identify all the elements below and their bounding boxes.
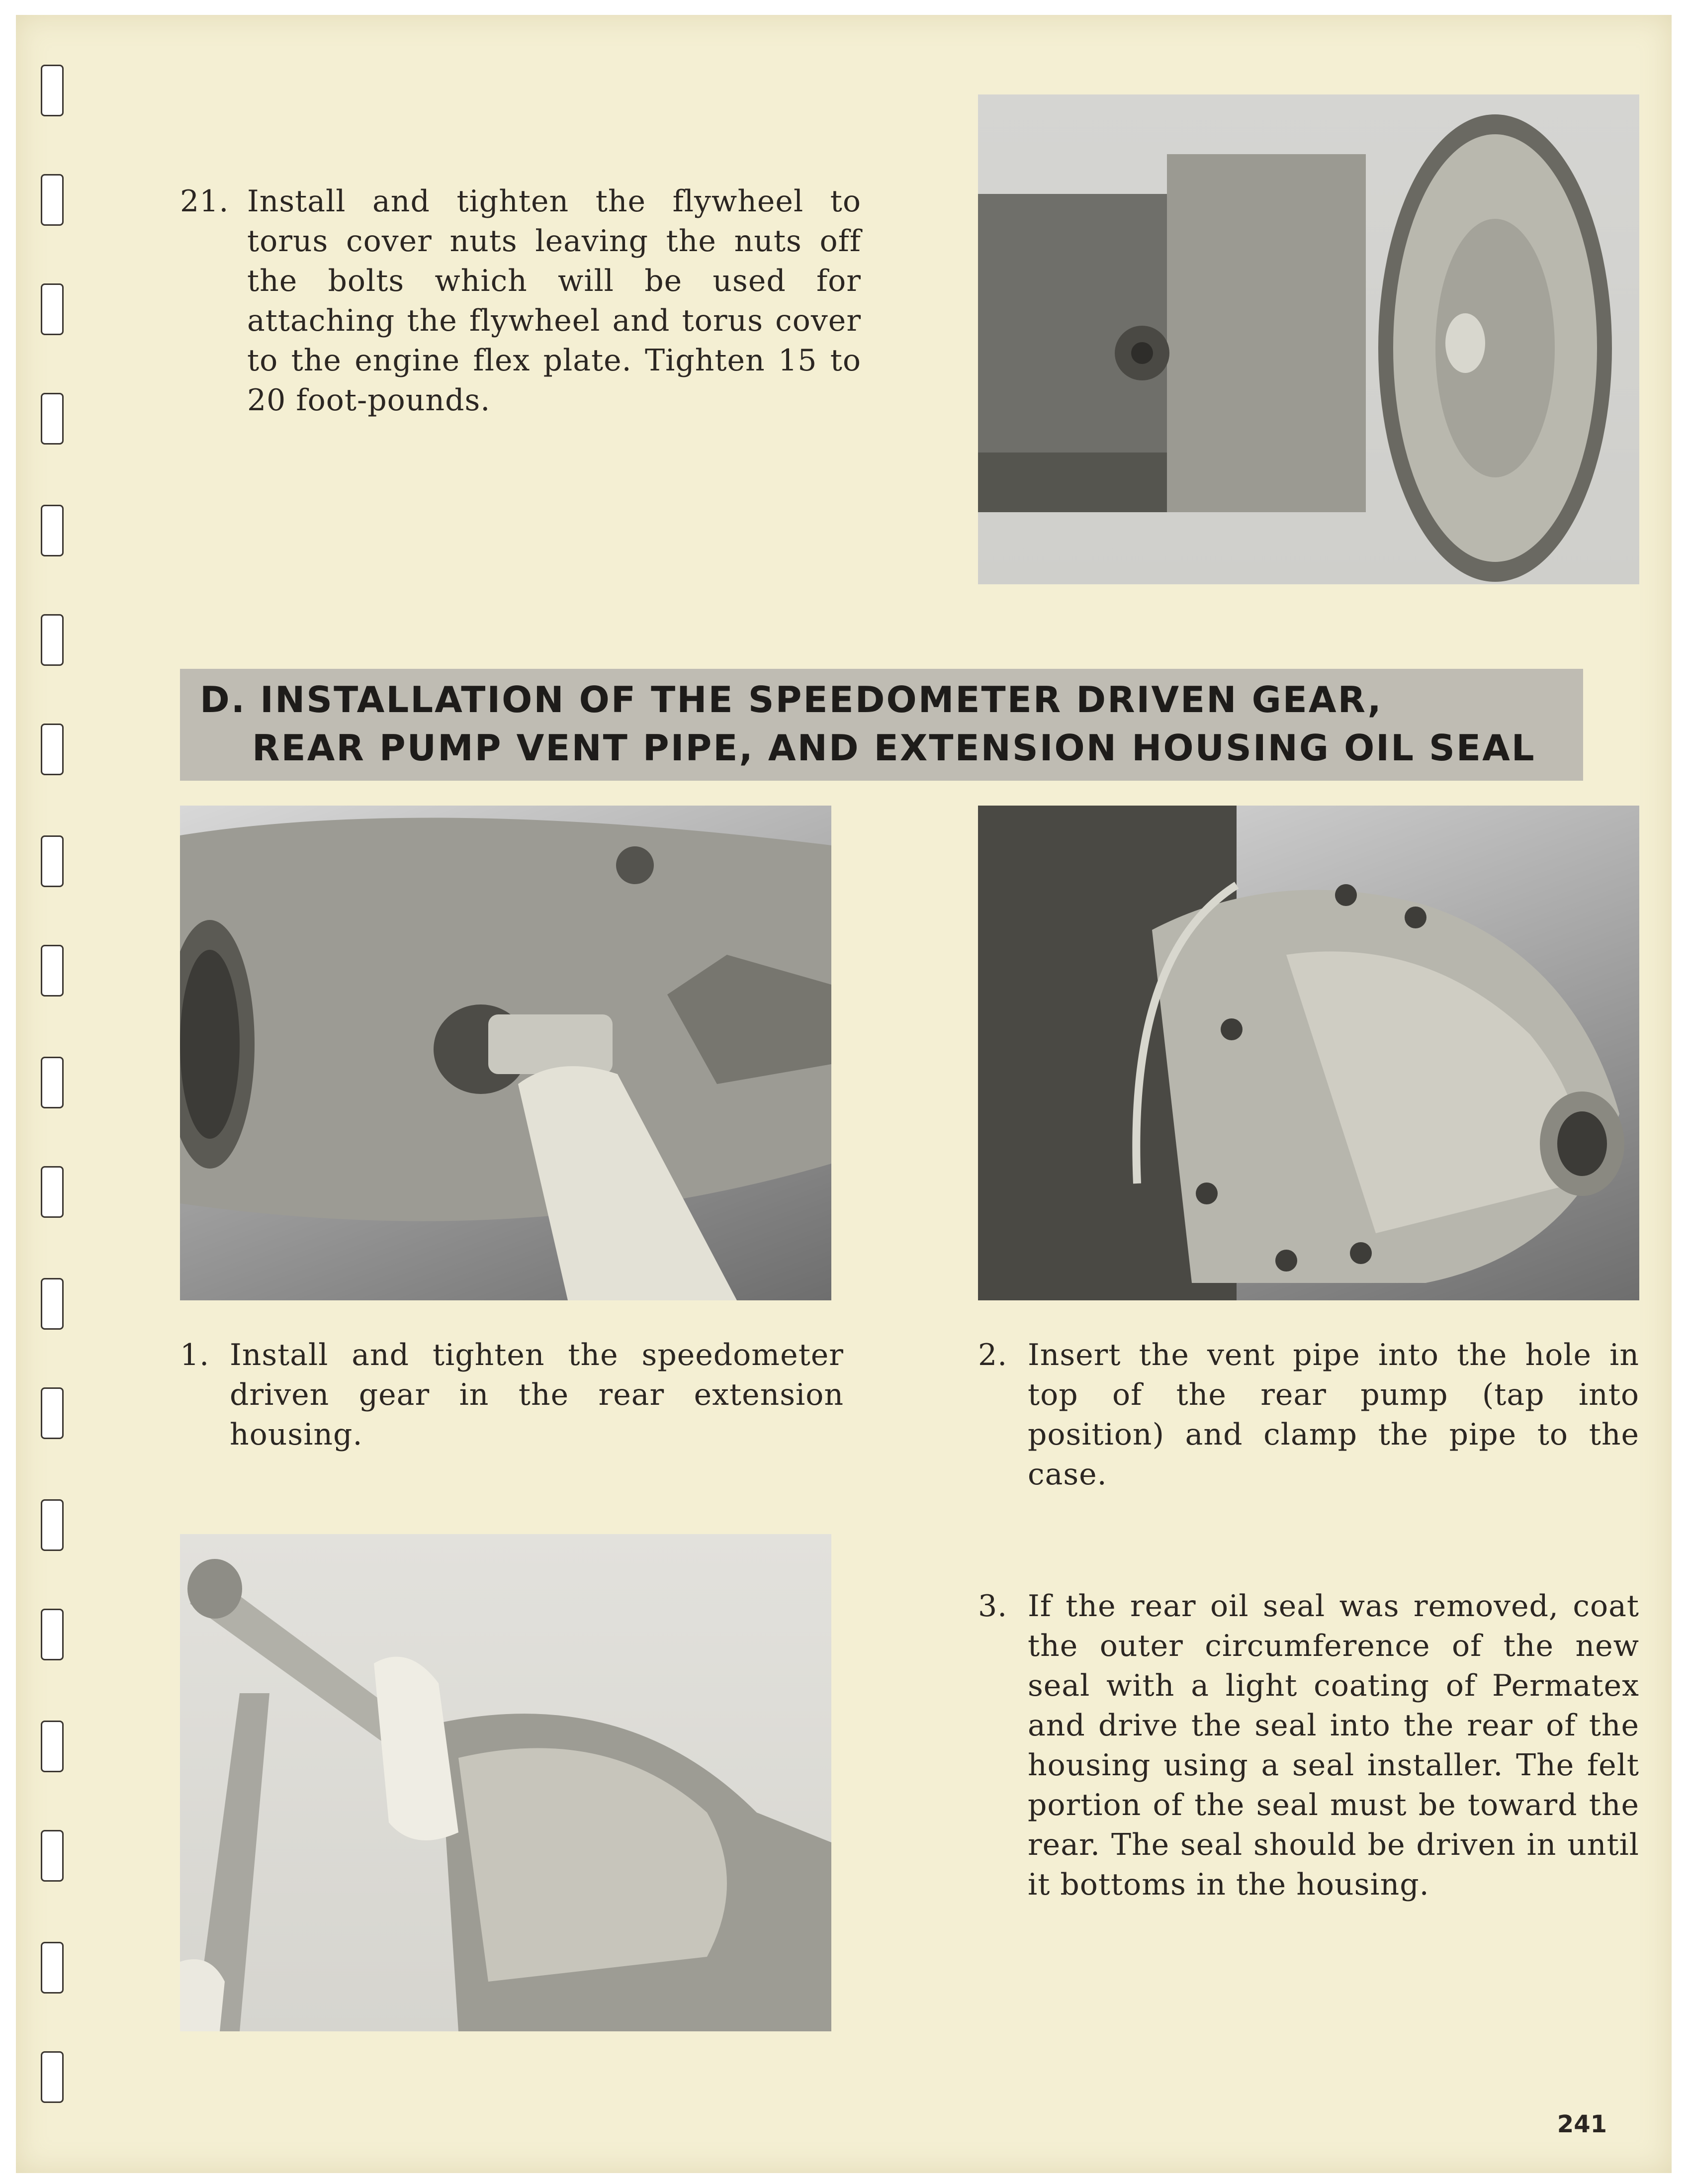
binding-hole — [41, 835, 64, 887]
step-2-text: Insert the vent pipe into the hole in top of the rear pump (tap into position) and clamp the pipe to the case. — [1028, 1338, 1639, 1492]
binding-hole — [41, 1278, 64, 1330]
step-1-text: Install and tighten the speedometer driven gear in the rear extension housing. — [230, 1338, 844, 1452]
binding-hole — [41, 1721, 64, 1772]
binding-hole — [41, 1499, 64, 1551]
page-number: 241 — [1557, 2110, 1607, 2138]
binding-hole — [41, 393, 64, 445]
speedometer-gear-photo — [180, 806, 831, 1300]
binding-hole — [41, 2051, 64, 2103]
binding-hole — [41, 1942, 64, 1994]
binding-hole — [41, 1830, 64, 1882]
step-21-number: 21. — [180, 184, 229, 219]
step-3-text: If the rear oil seal was removed, coat the outer circumference of the new seal with a light coating of Permatex and drive the seal into the rear of the housing using a seal installer. The felt portion of the seal must be toward the rear. The seal should be driven in until it bottoms in the housing. — [1028, 1589, 1639, 1902]
binding-hole — [41, 1609, 64, 1660]
section-heading-line-2: REAR PUMP VENT PIPE, AND EXTENSION HOUSING OIL SEAL — [252, 727, 1536, 769]
flywheel-torus-cover-photo — [978, 94, 1639, 584]
step-1-number: 1. — [180, 1338, 210, 1372]
binding-hole — [41, 1057, 64, 1108]
section-heading-line-1: D. INSTALLATION OF THE SPEEDOMETER DRIVEN GEAR, — [200, 679, 1383, 721]
step-2 — [978, 1335, 1639, 1494]
manual-page — [16, 15, 1672, 2173]
binding-hole — [41, 1387, 64, 1439]
step-3-number: 3. — [978, 1589, 1008, 1624]
binding-hole — [41, 174, 64, 226]
step-21 — [180, 182, 861, 420]
step-3 — [978, 1586, 1639, 1905]
oil-seal-installer-photo — [180, 1534, 831, 2031]
binding-hole — [41, 283, 64, 335]
step-1 — [180, 1335, 844, 1455]
binding-hole — [41, 945, 64, 997]
binding-hole — [41, 614, 64, 666]
binding-hole — [41, 724, 64, 775]
section-heading — [180, 669, 1583, 781]
vent-pipe-photo — [978, 806, 1639, 1300]
binding-hole — [41, 65, 64, 116]
binding-hole — [41, 1166, 64, 1218]
step-21-text: Install and tighten the flywheel to torus cover nuts leaving the nuts off the bolts which will be used for attaching the flywheel and torus cover to the engine flex plate. Tighten 15 to 20 foot-pounds. — [247, 184, 861, 418]
step-2-number: 2. — [978, 1338, 1008, 1372]
binding-hole — [41, 505, 64, 556]
